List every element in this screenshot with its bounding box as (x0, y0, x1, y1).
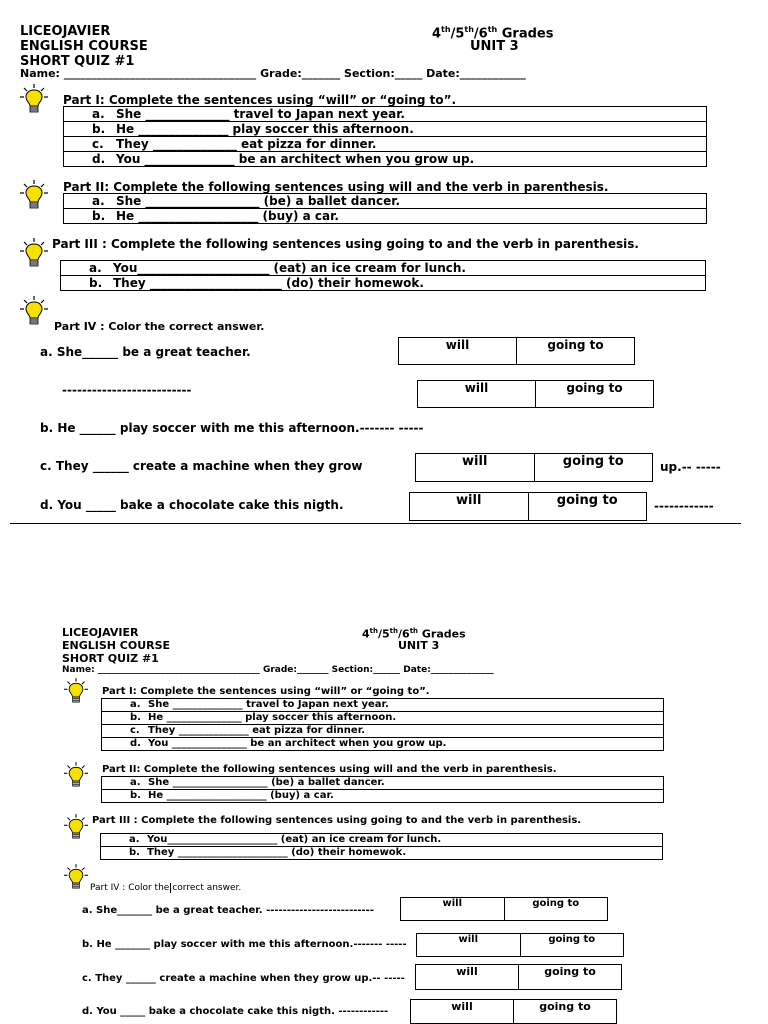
option-will[interactable]: will (451, 1000, 473, 1013)
lightbulb-icon (64, 678, 88, 704)
answer-options-c (415, 964, 622, 990)
table-row: b. They ______________________ (do) their homewok. (129, 847, 407, 858)
lightbulb-icon (64, 814, 88, 840)
table-row: d. You _______________ be an architect when you grow up. (92, 152, 475, 166)
table-row: b. He ____________________ (buy) a car. (92, 209, 339, 223)
question-a-dashes: -------------------------- (62, 383, 192, 397)
lightbulb-icon (20, 296, 48, 326)
table-row: c. They ______________ eat pizza for dinner. (64, 137, 706, 152)
lightbulb-icon (20, 180, 48, 210)
sentence-text: He ____________________ (buy) a car. (148, 790, 334, 801)
question-a: a. She______ be a great teacher. (40, 345, 251, 359)
option-will[interactable]: will (456, 965, 478, 978)
question-d: d. You _____ bake a chocolate cake this nigth. (40, 498, 344, 512)
part1-table (63, 106, 707, 167)
answer-options-c (415, 453, 653, 482)
part1-title: Part I: Complete the sentences using “will” or “going to”. (102, 686, 430, 697)
grades-label: 4th/5th/6th Grades (432, 25, 554, 42)
table-row: b. He _______________ play soccer this afternoon. (64, 122, 706, 137)
lightbulb-icon (20, 84, 48, 114)
part2-table (101, 776, 664, 803)
table-row: d. You _______________ be an architect when you grow up. (130, 738, 447, 749)
option-will[interactable]: will (458, 934, 479, 945)
question-d-tail: ------------ (654, 499, 714, 513)
option-will[interactable]: will (456, 493, 482, 508)
answer-options-a (400, 897, 608, 921)
part1-table (101, 698, 664, 751)
sentence-text: You _______________ be an architect when you grow up. (148, 738, 447, 749)
table-row: a. You______________________ (eat) an ice cream for lunch. (101, 834, 662, 847)
option-going-to[interactable]: going to (516, 338, 634, 364)
sentence-text: She ___________________ (be) a ballet dancer. (116, 194, 401, 208)
part3-table (60, 260, 706, 291)
course-name: ENGLISH COURSE (20, 39, 148, 54)
sentence-text: They ______________________ (do) their homewok. (113, 276, 424, 290)
part3-table (100, 833, 663, 860)
sentence-text: She ______________ travel to Japan next year. (116, 107, 405, 121)
table-row: b. They ______________________ (do) their homewok. (89, 276, 424, 290)
lightbulb-icon (64, 762, 88, 788)
sentence-text: He _______________ play soccer this afternoon. (148, 712, 397, 723)
part2-table (63, 193, 707, 224)
sentence-text: She ___________________ (be) a ballet dancer. (148, 777, 385, 788)
table-row: a. You______________________ (eat) an ice cream for lunch. (61, 261, 705, 276)
answer-options-b (416, 933, 624, 957)
answer-options-d (410, 999, 617, 1024)
sentence-text: They ______________________ (do) their homewok. (147, 847, 407, 858)
option-will[interactable]: will (442, 898, 463, 909)
option-going-to[interactable]: going to (513, 1000, 616, 1023)
sentence-text: She ______________ travel to Japan next year. (148, 699, 389, 710)
name-line: Name: ____________________________________ Grade:_______ Section:______ Date:______________ (62, 665, 494, 675)
sentence-text: He ____________________ (buy) a car. (116, 209, 339, 223)
option-going-to[interactable]: going to (528, 493, 647, 520)
option-will[interactable]: will (464, 381, 489, 395)
sentence-text: He _______________ play soccer this afternoon. (116, 122, 414, 136)
sentence-text: You______________________ (eat) an ice cream for lunch. (113, 261, 466, 275)
question-b: b. He _______ play soccer with me this afternoon.------- ----- (82, 939, 407, 950)
unit-label: UNIT 3 (470, 39, 519, 54)
quiz-title: SHORT QUIZ #1 (62, 652, 159, 665)
part2-title: Part II: Complete the following sentences using will and the verb in parenthesis. (63, 180, 609, 194)
option-will[interactable]: will (462, 454, 488, 469)
table-row: a. She ___________________ (be) a ballet dancer. (64, 194, 706, 209)
answer-options-a (398, 337, 635, 365)
question-c-tail: up.-- ----- (660, 460, 721, 474)
table-row: a. She ___________________ (be) a ballet dancer. (102, 777, 663, 790)
part4-title: Part IV : Color the correct answer. (90, 883, 242, 893)
table-row: a. She ______________ travel to Japan next year. (64, 107, 706, 122)
part1-title: Part I: Complete the sentences using “will” or “going to”. (63, 93, 457, 107)
part3-title: Part III : Complete the following sentences using going to and the verb in parenthesis. (52, 237, 639, 251)
quiz-title: SHORT QUIZ #1 (20, 54, 135, 69)
table-row: b. He _______________ play soccer this afternoon. (102, 712, 663, 725)
option-will[interactable]: will (445, 338, 470, 352)
option-going-to[interactable]: going to (504, 898, 608, 920)
sentence-text: They ______________ eat pizza for dinner. (116, 137, 377, 151)
lightbulb-icon (20, 238, 48, 268)
option-going-to[interactable]: going to (535, 381, 653, 407)
lightbulb-icon (64, 864, 88, 890)
question-c: c. They ______ create a machine when they grow up.-- ----- (82, 973, 405, 984)
option-going-to[interactable]: going to (534, 454, 653, 481)
table-row: b. He ____________________ (buy) a car. (130, 790, 334, 801)
question-b: b. He ______ play soccer with me this afternoon.------- ----- (40, 421, 424, 435)
question-c: c. They ______ create a machine when they grow (40, 459, 363, 473)
course-name: ENGLISH COURSE (62, 639, 171, 652)
unit-label: UNIT 3 (398, 639, 440, 652)
sentence-text: You______________________ (eat) an ice cream for lunch. (147, 834, 442, 845)
option-going-to[interactable]: going to (518, 965, 621, 989)
school-name: LICEOJAVIER (62, 626, 139, 639)
question-d: d. You _____ bake a chocolate cake this nigth. ------------ (82, 1006, 389, 1017)
sentence-text: They ______________ eat pizza for dinner. (148, 725, 365, 736)
part4-title: Part IV : Color the correct answer. (54, 320, 265, 333)
part3-title: Part III : Complete the following sentences using going to and the verb in parenthesis. (92, 815, 582, 826)
table-row: c. They ______________ eat pizza for dinner. (102, 725, 663, 738)
grades-label: 4th/5th/6th Grades (362, 627, 466, 641)
table-row: a. She ______________ travel to Japan next year. (102, 699, 663, 712)
option-going-to[interactable]: going to (520, 934, 624, 956)
answer-options-a2 (417, 380, 654, 408)
school-name: LICEOJAVIER (20, 24, 111, 39)
name-line: Name: ___________________________________ Grade:_______ Section:_____ Date:____________ (20, 67, 526, 80)
page-divider (10, 523, 741, 524)
sentence-text: You _______________ be an architect when you grow up. (116, 152, 475, 166)
answer-options-d (409, 492, 647, 521)
part2-title: Part II: Complete the following sentences using will and the verb in parenthesis. (102, 764, 557, 775)
question-a: a. She_______ be a great teacher. -------------------------- (82, 905, 374, 916)
